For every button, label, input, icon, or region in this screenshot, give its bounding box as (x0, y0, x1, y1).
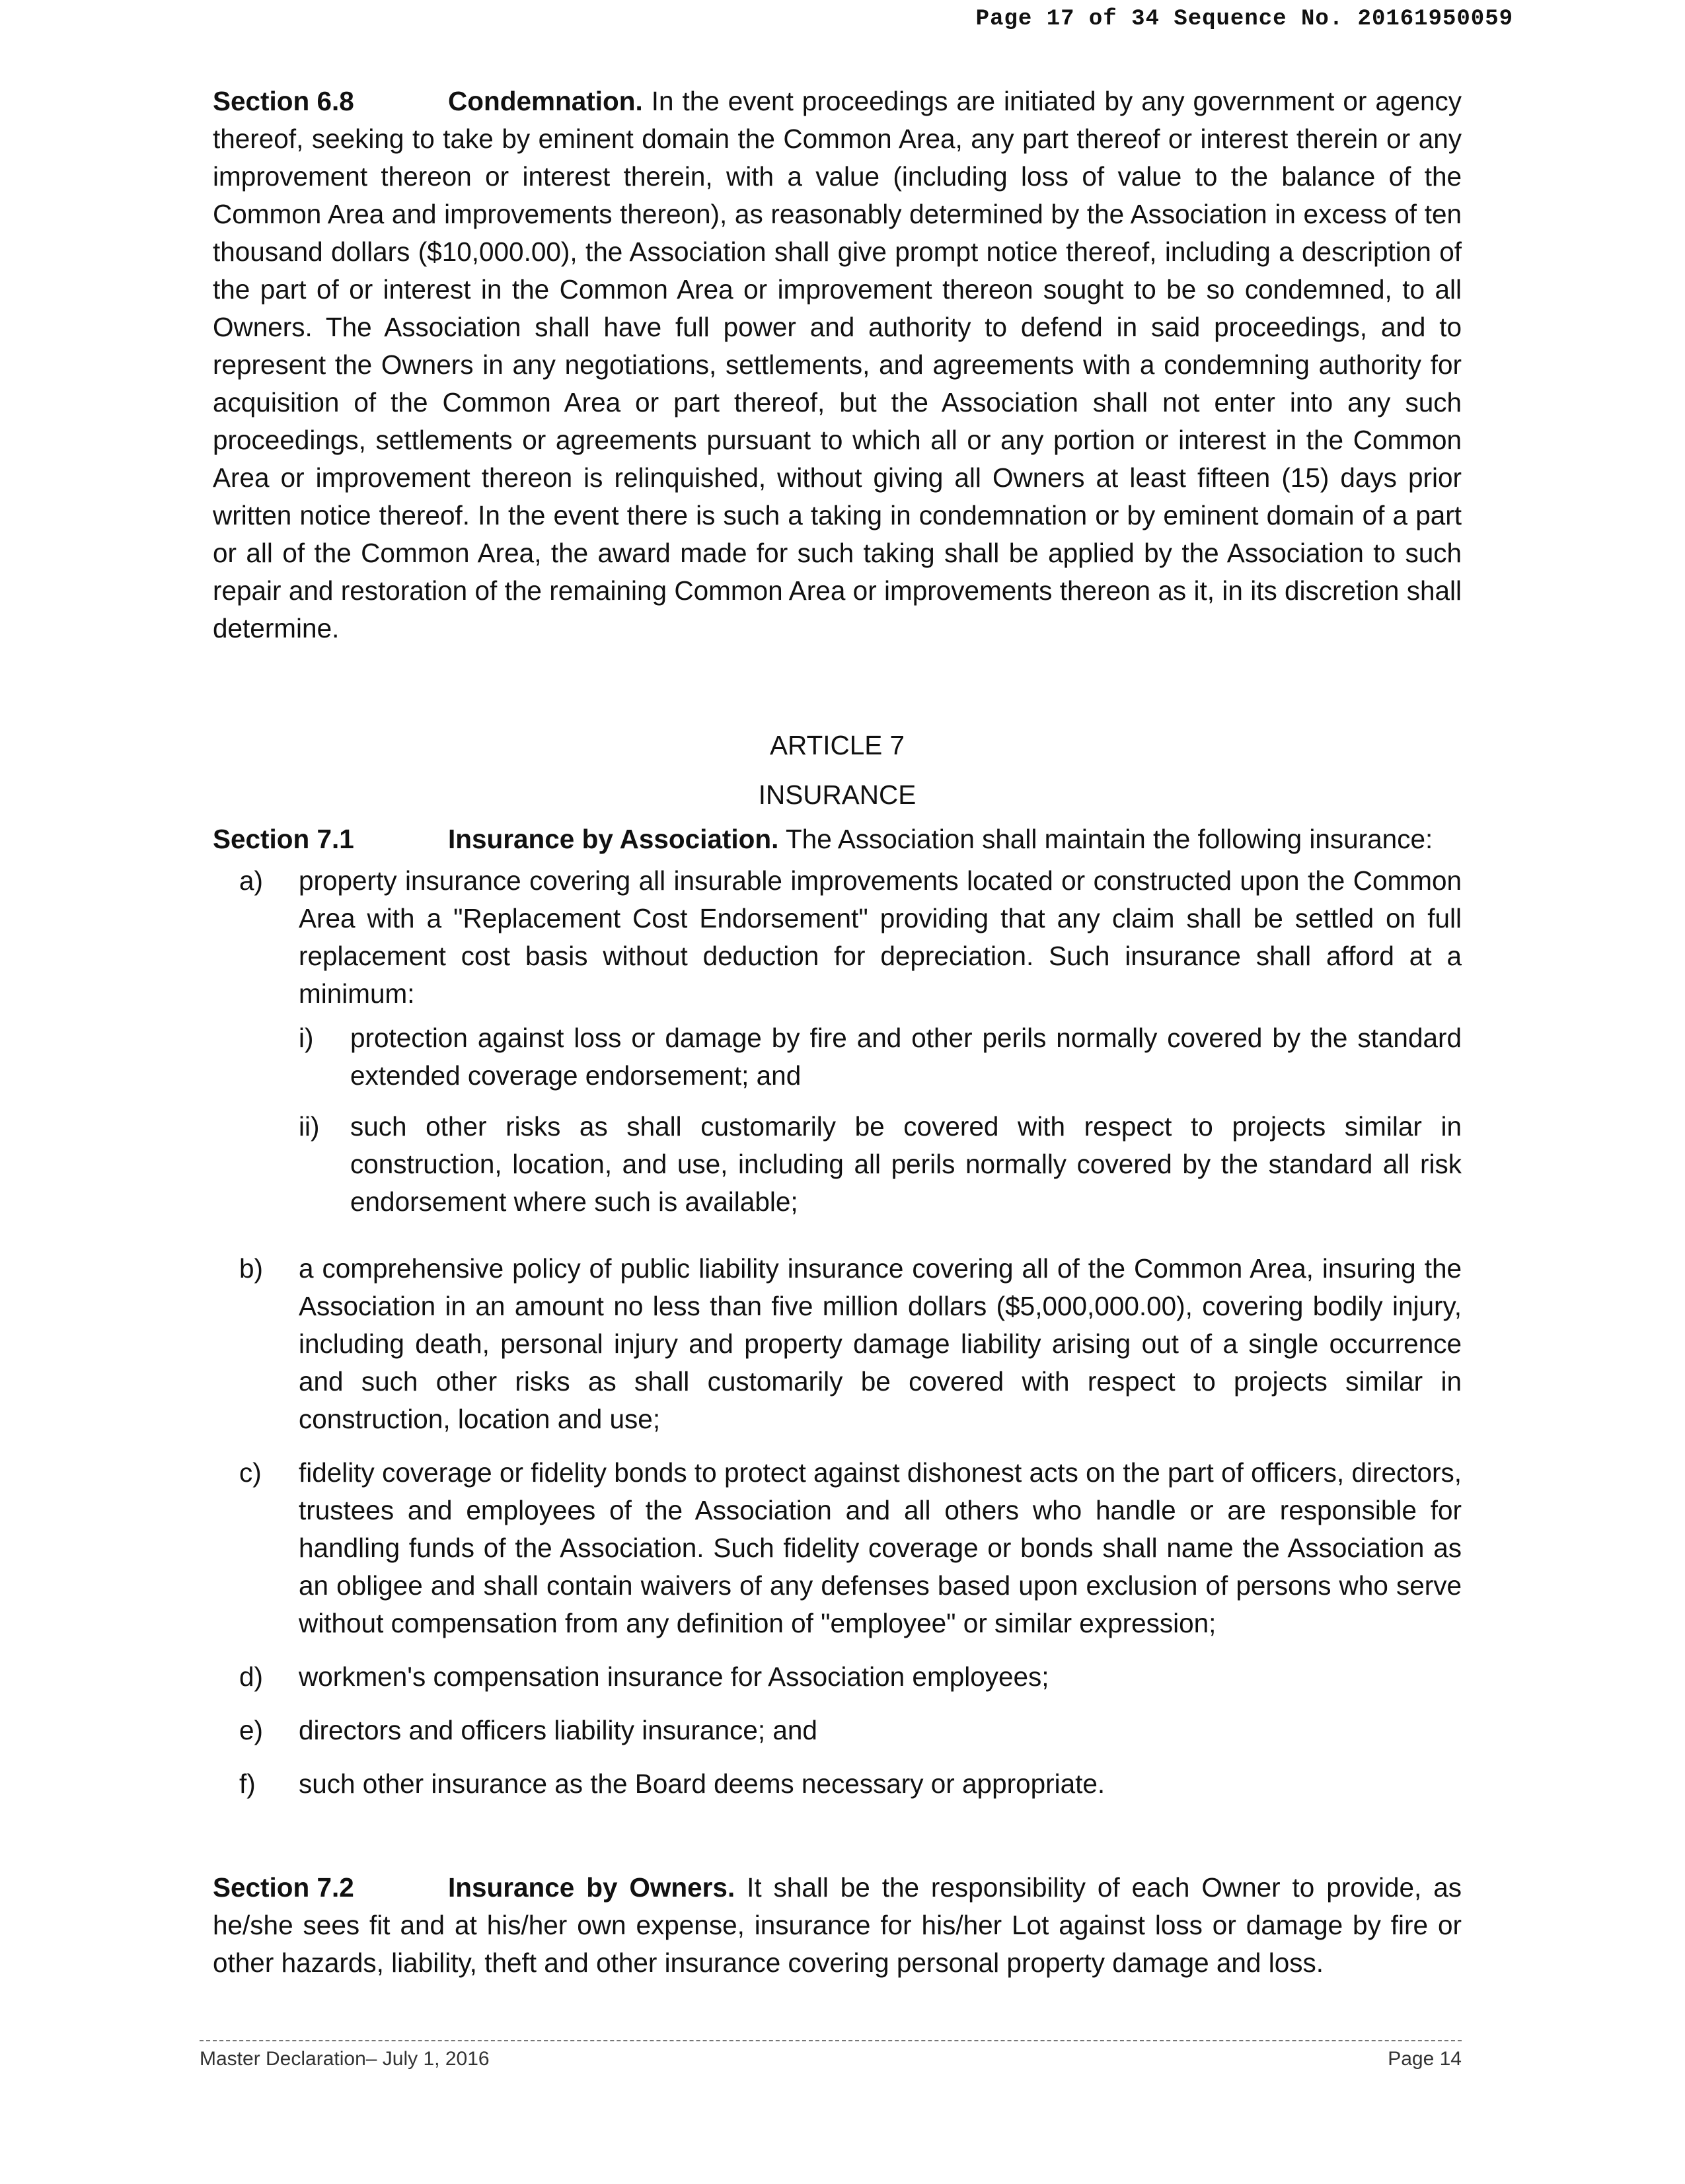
sub-item-label: i) (299, 1023, 314, 1053)
section-title: Condemnation. (448, 86, 643, 116)
section-title: Insurance by Owners. (448, 1872, 735, 1903)
sub-list-item (299, 1019, 1462, 1095)
list-item-label: c) (239, 1457, 262, 1488)
section-number: Section 7.2 (213, 1872, 354, 1903)
list-item (213, 1658, 1462, 1696)
sub-item-text: such other risks as shall customarily be covered with respect to projects similar in construction, location, and use, including all perils normally covered by the standard all risk endorsement where such is available; (350, 1111, 1462, 1217)
list-item (213, 1250, 1462, 1438)
list-item (213, 862, 1462, 1234)
sub-list (299, 1019, 1462, 1221)
section-6-8 (213, 83, 1462, 647)
article-title: INSURANCE (758, 780, 917, 810)
list-item-label: e) (239, 1715, 264, 1745)
section-title: Insurance by Association. (448, 824, 779, 854)
section-number: Section 6.8 (213, 86, 354, 116)
list-item (213, 1765, 1462, 1803)
list-item (213, 1454, 1462, 1642)
sub-list-item (299, 1108, 1462, 1221)
section-body: In the event proceedings are initiated by any government or agency thereof, seeking to take by eminent domain the Common Area, any part thereof or interest therein or any improvement thereon or interest therein, with a value (including loss of value to the balance of the Common Area and improvements thereon), as reasonably determined by the Association in excess of ten thousand dollars ($10,000.00), the Association shall give prompt notice thereof, including a description of the part of or interest in the Common Area or improvement thereon sought to be so condemned, to all Owners. The Association shall have full power and authority to defend in said proceedings, and to represent the Owners in any negotiations, settlements, and agreements with a condemning authority for acquisition of the Common Area or part thereof, but the Association shall not enter into any such proceedings, settlements or agreements pursuant to which all or any portion or interest in the Common Area or improvement thereon is relinquished, without giving all Owners at least fifteen (15) days prior written notice thereof. In the event there is such a taking in condemnation or by eminent domain of a part or all of the Common Area, the award made for such taking shall be applied by the Association to such repair and restoration of the remaining Common Area or improvements thereon as it, in its discretion shall determine. (213, 86, 1462, 643)
section-body: The Association shall maintain the following insurance: (785, 824, 1433, 854)
footer-page-number: Page 14 (1388, 2048, 1462, 2070)
footer-divider (200, 2040, 1462, 2041)
list-item-text: property insurance covering all insurable improvements located or constructed upon the Common Area with a "Replacement Cost Endorsement" providing that any claim shall be settled on full replacement cost basis without deduction for depreciation. Such insurance shall afford at a minimum: (299, 865, 1462, 1009)
section-7-2 (213, 1869, 1462, 1982)
insurance-list (213, 862, 1462, 1803)
list-item-text: a comprehensive policy of public liability insurance covering all of the Common Area, insuring the Association in an amount no less than five million dollars ($5,000,000.00), covering bodily injury, including death, personal injury and property damage liability arising out of a single occurrence and such other risks as shall customarily be covered with respect to projects similar in construction, location and use; (299, 1253, 1462, 1434)
sequence-header: Page 17 of 34 Sequence No. 20161950059 (975, 7, 1513, 32)
section-number: Section 7.1 (213, 824, 354, 854)
list-item-text: directors and officers liability insurance; and (299, 1715, 817, 1745)
list-item-label: a) (239, 865, 264, 896)
sub-item-label: ii) (299, 1111, 320, 1142)
section-7-1 (213, 820, 1462, 858)
sub-item-text: protection against loss or damage by fire and other perils normally covered by the standard extended coverage endorsement; and (350, 1023, 1462, 1091)
list-item-text: such other insurance as the Board deems necessary or appropriate. (299, 1768, 1105, 1799)
list-item-text: fidelity coverage or fidelity bonds to protect against dishonest acts on the part of officers, directors, trustees and employees of the Association and all others who handle or are responsible for handling funds of the Association. Such fidelity coverage or bonds shall name the Association as an obligee and shall contain waivers of any defenses based upon exclusion of persons who serve without compensation from any definition of "employee" or similar expression; (299, 1457, 1462, 1638)
section-body: It shall be the responsibility of each Owner to provide, as he/she sees fit and at his/her own expense, insurance for his/her Lot against loss or damage by fire or other hazards, liability, theft and other insurance covering personal property damage and loss. (213, 1872, 1462, 1978)
list-item-label: f) (239, 1768, 256, 1799)
list-item (213, 1712, 1462, 1749)
document-page (213, 83, 1462, 1982)
list-item-label: b) (239, 1253, 264, 1284)
article-number: ARTICLE 7 (769, 730, 905, 760)
list-item-text: workmen's compensation insurance for Association employees; (299, 1661, 1049, 1692)
footer-document-title: Master Declaration– July 1, 2016 (200, 2048, 490, 2070)
list-item-label: d) (239, 1661, 264, 1692)
